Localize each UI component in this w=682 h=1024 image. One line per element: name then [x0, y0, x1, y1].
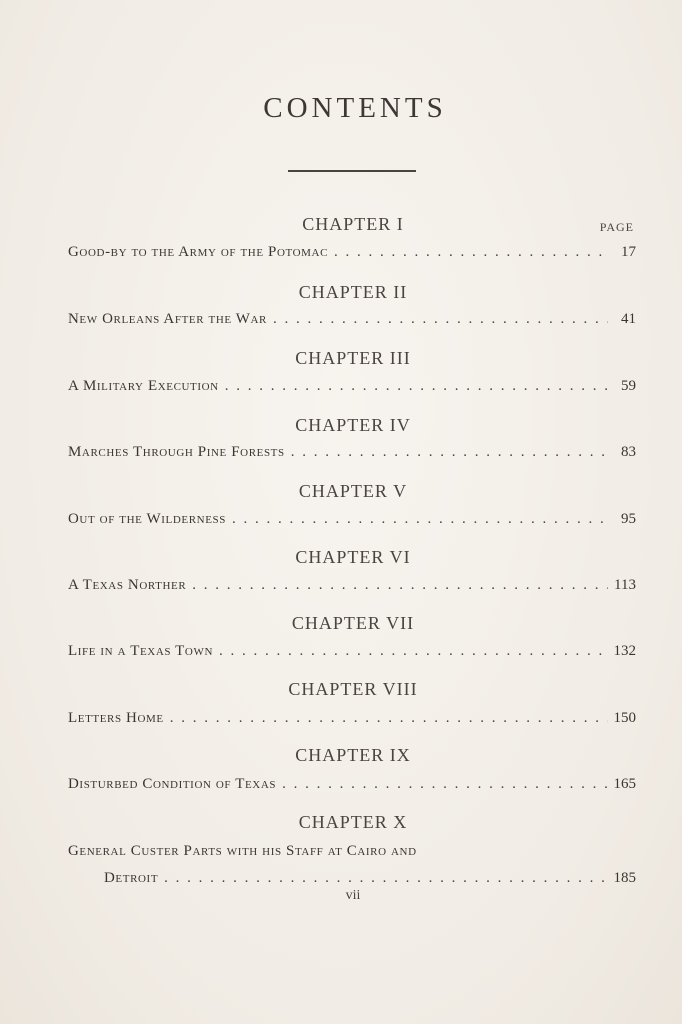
- chapter-title-line2: Detroit: [104, 870, 159, 886]
- chapter-title: A Military Execution: [68, 378, 219, 394]
- dot-leader: [273, 311, 608, 328]
- toc-entry[interactable]: [68, 710, 636, 732]
- page-number: 150: [613, 710, 636, 726]
- chapter-heading: CHAPTER VIII: [288, 679, 418, 699]
- toc-entry[interactable]: [68, 577, 636, 599]
- title-rule: [288, 170, 416, 172]
- chapter-title: A Texas Norther: [68, 577, 187, 593]
- chapter-heading: CHAPTER IV: [295, 415, 411, 435]
- chapter-title: Life in a Texas Town: [68, 643, 213, 659]
- chapter-title: Letters Home: [68, 710, 164, 726]
- dot-leader: [192, 577, 608, 594]
- page-number: 185: [613, 870, 636, 886]
- chapter-title: Disturbed Condition of Texas: [68, 776, 277, 792]
- page-number: 41: [621, 311, 636, 327]
- chapter-heading: CHAPTER X: [298, 812, 408, 832]
- toc-entry[interactable]: [68, 444, 636, 466]
- page-number: 113: [614, 577, 636, 593]
- page-number: 95: [621, 511, 636, 527]
- page-title: CONTENTS: [263, 92, 447, 124]
- chapter-title: New Orleans After the War: [68, 311, 267, 327]
- dot-leader: [219, 643, 608, 660]
- chapter-title: Marches Through Pine Forests: [68, 444, 285, 460]
- chapter-title: Out of the Wilderness: [68, 511, 226, 527]
- chapter-heading: CHAPTER V: [298, 481, 408, 501]
- toc-entry[interactable]: [68, 511, 636, 533]
- page-number: 132: [613, 643, 636, 659]
- page-number: 83: [621, 444, 636, 460]
- toc-entry[interactable]: [68, 776, 636, 798]
- toc-entry[interactable]: [68, 311, 636, 333]
- page-folio: vii: [345, 888, 361, 903]
- chapter-heading: CHAPTER II: [298, 282, 408, 302]
- chapter-heading: CHAPTER I: [302, 214, 404, 234]
- dot-leader: [170, 710, 608, 727]
- chapter-heading: CHAPTER III: [295, 348, 411, 368]
- dot-leader: [291, 444, 608, 461]
- chapter-heading: CHAPTER IX: [295, 745, 411, 765]
- dot-leader: [282, 776, 607, 793]
- chapter-heading: CHAPTER VII: [291, 613, 415, 633]
- chapter-title: Good-by to the Army of the Potomac: [68, 244, 329, 260]
- chapter-title-line1[interactable]: General Custer Parts with his Staff at Cairo and: [68, 843, 417, 859]
- dot-leader: [334, 244, 608, 261]
- toc-entry[interactable]: [68, 378, 636, 400]
- toc-entry[interactable]: [68, 244, 636, 266]
- page-number: 17: [621, 244, 636, 260]
- page-column-label: PAGE: [599, 220, 634, 234]
- chapter-heading: CHAPTER VI: [295, 547, 411, 567]
- page-number: 165: [613, 776, 636, 792]
- toc-entry[interactable]: [68, 643, 636, 665]
- dot-leader: [225, 378, 608, 395]
- dot-leader: [232, 511, 608, 528]
- page-number: 59: [621, 378, 636, 394]
- dot-leader: [164, 870, 607, 887]
